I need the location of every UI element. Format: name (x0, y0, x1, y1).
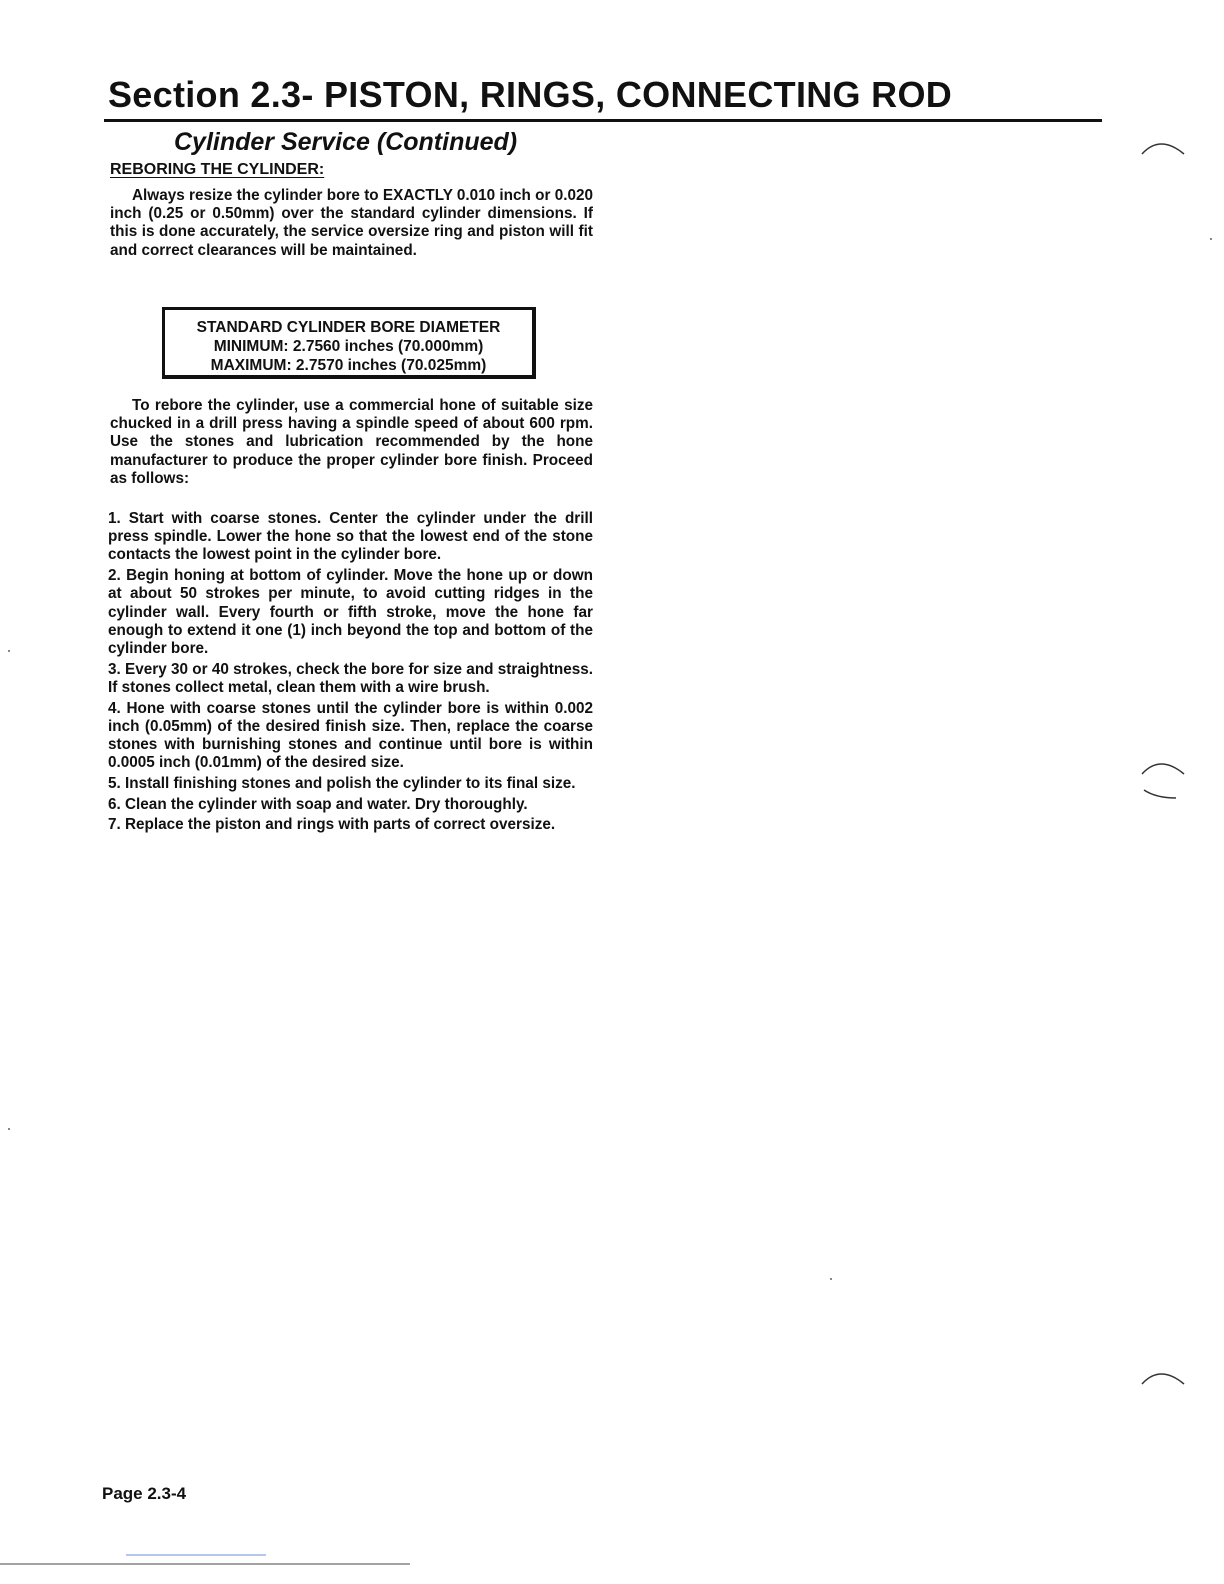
procedure-steps (108, 510, 593, 837)
step-4: 4. Hone with coarse stones until the cylinder bore is within 0.002 inch (0.05mm) of the desired finish size. Then, replace the coarse stones with burnishing stones and continue until bore is within 0.0005 inch (0.01mm) of the desired size. (108, 699, 593, 772)
scan-speck (830, 1278, 832, 1280)
step-7: 7. Replace the piston and rings with parts of correct oversize. (108, 816, 556, 834)
step-3: 3. Every 30 or 40 strokes, check the bore for size and straightness. If stones collect metal, clean them with a wire brush. (108, 660, 593, 696)
title-rule (104, 119, 1102, 122)
scan-edge-lines (0, 1552, 420, 1566)
rebore-paragraph: To rebore the cylinder, use a commercial hone of suitable size chucked in a drill press having a spindle speed of about 600 rpm. Use the stones and lubrication recommended by the hone manufacturer to produce the proper cylinder bore finish. Proceed as follows: (110, 397, 593, 487)
step-2: 2. Begin honing at bottom of cylinder. Move the hone up or down at about 50 strokes per minute, to avoid cutting ridges in the cylinder wall. Every fourth or fifth stroke, move the hone far enough to extend it one (1) inch beyond the top and bottom of the cylinder bore. (108, 567, 593, 657)
binder-hole-mark-middle (1138, 750, 1188, 805)
spec-minimum: MINIMUM: 2.7560 inches (70.000mm) (213, 338, 484, 355)
step-6: 6. Clean the cylinder with soap and water. Dry thoroughly. (108, 795, 528, 813)
spec-title: STANDARD CYLINDER BORE DIAMETER (196, 319, 501, 336)
page-number: Page 2.3-4 (102, 1484, 187, 1503)
intro-paragraph: Always resize the cylinder bore to EXACTLY 0.010 inch or 0.020 inch (0.25 or 0.50mm) over the standard cylinder dimensions. If this is done accurately, the service oversize ring and piston will fit and correct clearances will be maintained. (110, 187, 593, 259)
spec-maximum: MAXIMUM: 2.7570 inches (70.025mm) (210, 357, 487, 374)
binder-hole-mark-top (1138, 132, 1188, 162)
section-title: Section 2.3- PISTON, RINGS, CONNECTING ROD (108, 74, 953, 115)
binder-hole-mark-bottom (1138, 1362, 1188, 1392)
spec-box (162, 307, 536, 379)
step-1: 1. Start with coarse stones. Center the cylinder under the drill press spindle. Lower the hone so that the lowest end of the stone contacts the lowest point in the cylinder bore. (108, 510, 593, 564)
scan-speck (8, 1128, 10, 1130)
reboring-heading: REBORING THE CYLINDER: (110, 161, 325, 178)
scan-speck (1210, 238, 1212, 240)
scan-speck (8, 650, 10, 652)
subtitle: Cylinder Service (Continued) (174, 128, 518, 156)
step-5: 5. Install finishing stones and polish the cylinder to its final size. (108, 774, 576, 792)
